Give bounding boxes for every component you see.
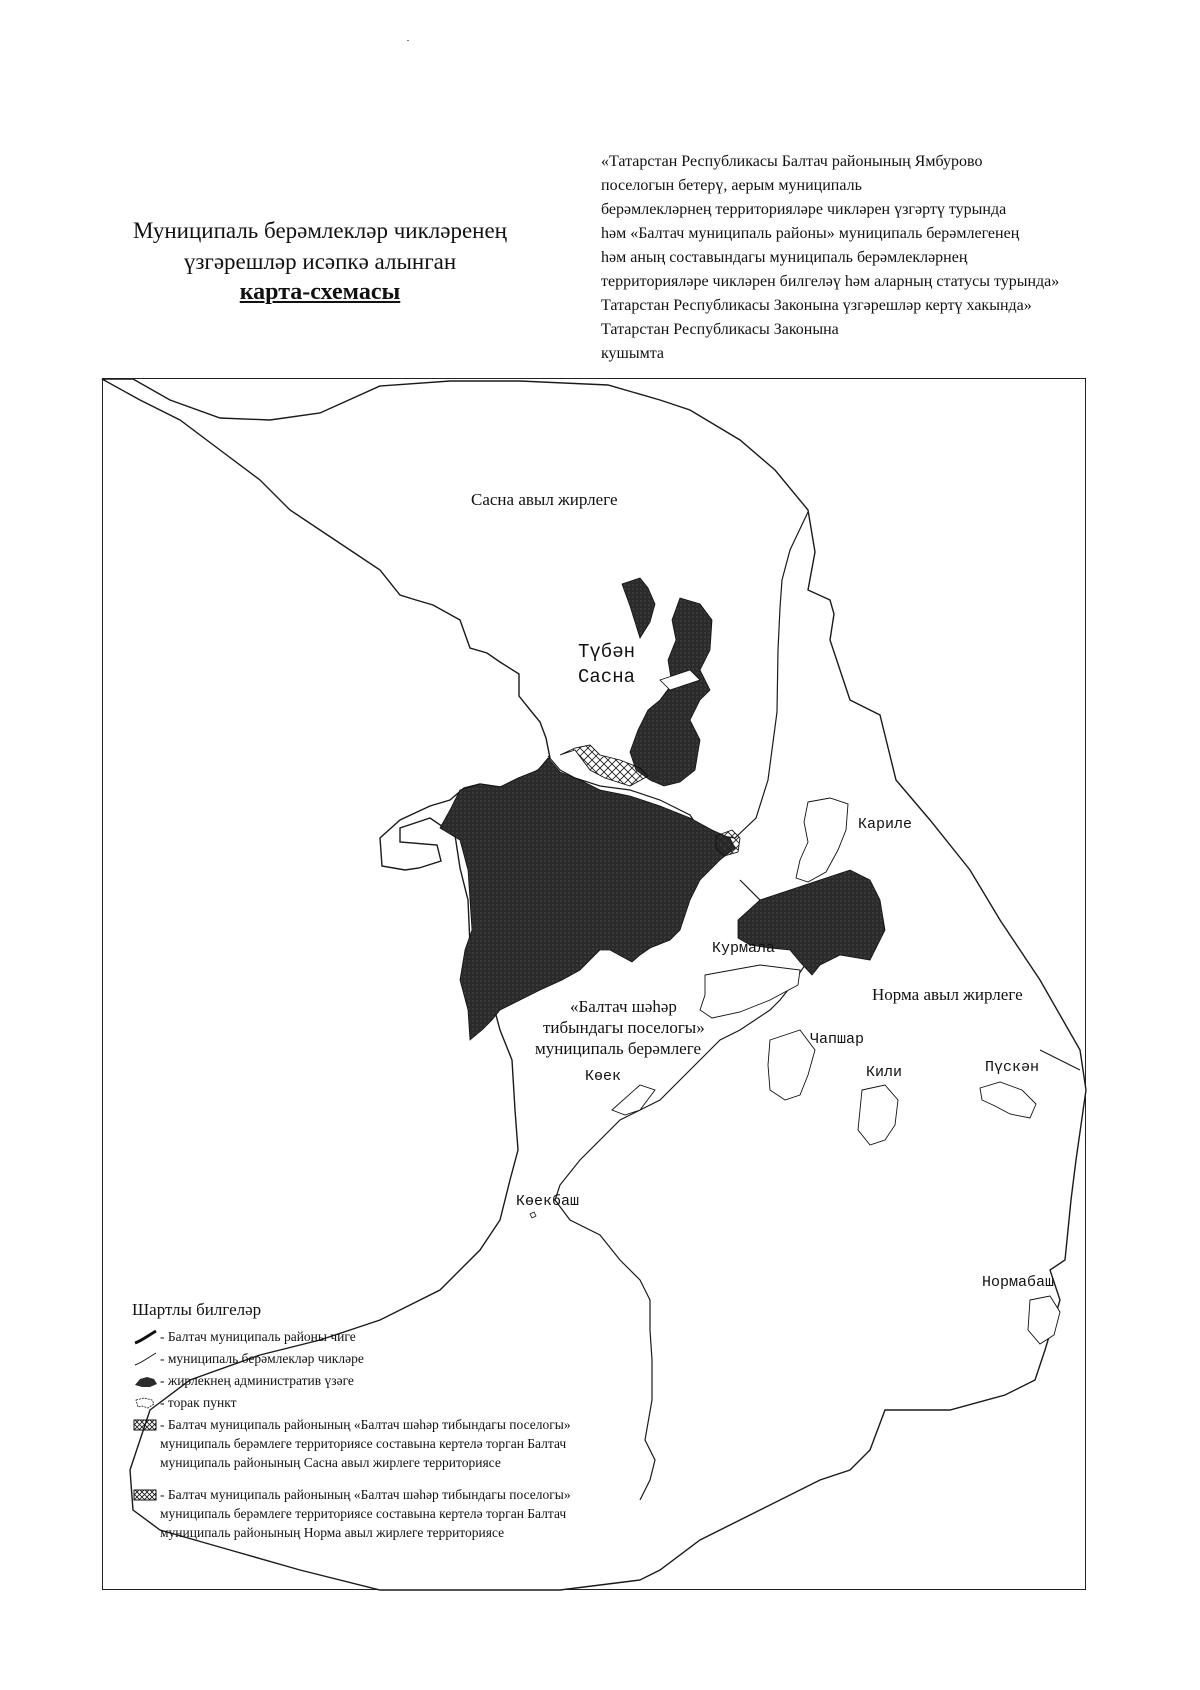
appendix-line: Татарстан Республикасы Законына үзгәрешләр кертү хакында»	[601, 297, 1032, 314]
title-line-1: Муниципаль берәмлекләр чикләренең	[133, 218, 507, 243]
appendix-line: территорияләре чикләрен билгеләү һәм аларның статусы турында»	[601, 273, 1060, 290]
settlement-icon	[132, 1395, 160, 1411]
legend-item	[132, 1393, 592, 1412]
label-norma: Норма авыл жирлеге	[872, 985, 1023, 1004]
label-baltach-3: муниципаль берәмлеге	[535, 1039, 702, 1058]
appendix-line: һәм аның составындагы муниципаль берәмлекләрнең	[601, 249, 968, 266]
legend	[132, 1300, 592, 1545]
legend-text: - торак пункт	[160, 1395, 237, 1410]
hatch-icon	[132, 1487, 160, 1503]
appendix-line: кушымта	[601, 345, 665, 362]
appendix-line: Татарстан Республикасы Законына	[601, 321, 839, 338]
legend-item	[132, 1327, 592, 1346]
label-karile: Кариле	[858, 816, 913, 833]
admin-center-icon	[132, 1373, 160, 1389]
legend-text: - Балтач муниципаль районының «Балтач шәһәр тибындагы поселогы» муниципаль берәмлеге территориясе составына кертелә торган Балтач муниципаль районының Норма авыл жирлеге территориясе	[160, 1487, 571, 1540]
title-line-3: карта-схемасы	[239, 279, 401, 305]
legend-item	[132, 1415, 592, 1472]
district-boundary-icon	[132, 1329, 160, 1345]
label-normabash: Нормабаш	[982, 1274, 1055, 1291]
appendix-line: «Татарстан Республикасы Балтач районының Ямбурово	[601, 153, 983, 170]
appendix-line: берәмлекләрнең территорияләре чикләрен үзгәртү турында	[601, 201, 1007, 218]
legend-item	[132, 1349, 592, 1368]
legend-text: - Балтач муниципаль районының «Балтач шәһәр тибындагы поселогы» муниципаль берәмлеге территориясе составына кертелә торган Балтач муниципаль районының Сасна авыл жирлеге территориясе	[160, 1417, 571, 1470]
label-tuben-2: Сасна	[578, 666, 636, 688]
legend-text: - муниципаль берәмлекләр чикләре	[160, 1351, 364, 1366]
label-baltach-2: тибындагы поселогы»	[543, 1018, 705, 1037]
legend-item	[132, 1371, 592, 1390]
appendix-line: һәм «Балтач муниципаль районы» муниципаль берәмлегенең	[601, 225, 1020, 242]
label-baltach-1: «Балтач шәһәр	[570, 997, 677, 1016]
label-kurmala: Курмала	[712, 940, 776, 957]
legend-text: - Балтач муниципаль районы чиге	[160, 1329, 356, 1344]
legend-item	[132, 1485, 592, 1542]
label-tuben-1: Түбән	[578, 641, 636, 663]
label-keek: Көек	[585, 1068, 622, 1085]
label-keekbash: Көекбаш	[516, 1193, 580, 1210]
appendix-line: поселогын бетерү, аерым муниципаль	[601, 177, 862, 194]
label-chapshar: Чапшар	[810, 1031, 865, 1048]
label-sasna: Сасна авыл жирлеге	[471, 490, 618, 509]
label-kili: Кили	[866, 1064, 903, 1081]
title-line-2: үзгәрешләр исәпкә алынган	[183, 249, 457, 274]
label-pusken: Пүскән	[985, 1059, 1040, 1076]
legend-text: - жирлекнең административ үзәге	[160, 1373, 354, 1388]
legend-title: Шартлы билгеләр	[132, 1300, 262, 1319]
municipal-boundary-icon	[132, 1351, 160, 1367]
hatch-icon	[132, 1417, 160, 1433]
